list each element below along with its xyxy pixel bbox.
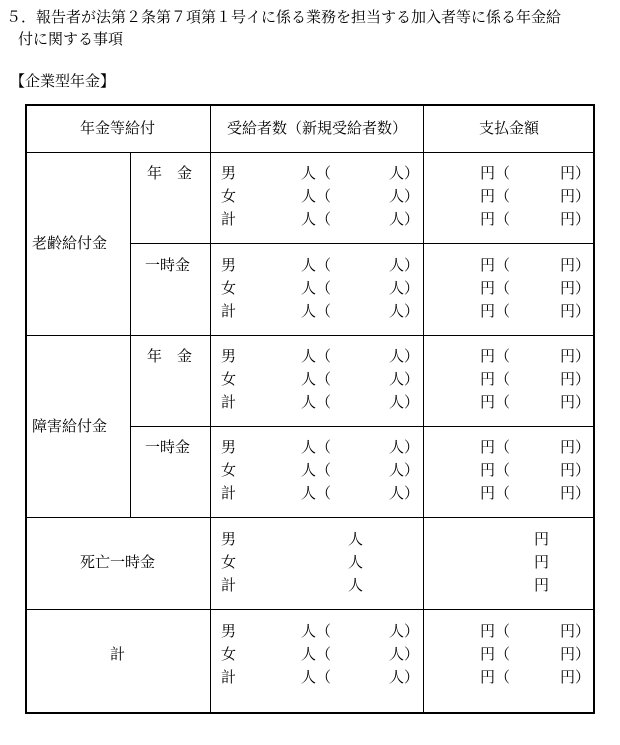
shougai-ichijikin-count-close: 人）: [389, 484, 420, 502]
rourei-ichijikin-amount-close: 円）: [560, 279, 591, 297]
table-border-top: [25, 104, 595, 106]
total-amount-close: 円）: [560, 622, 591, 640]
shougai-ichijikin-amount-close: 円）: [560, 484, 591, 502]
rourei-ichijikin-sex-label: 女: [221, 279, 237, 297]
header-payment-amount: 支払金額: [478, 119, 539, 137]
rourei-ichijikin-amount-close: 円）: [560, 256, 591, 274]
total-count-close: 人）: [389, 645, 420, 663]
total-amount-close: 円）: [560, 668, 591, 686]
rourei-nenkin-count-open: 人（: [301, 210, 332, 228]
rourei-ichijikin-count-open: 人（: [301, 256, 332, 274]
row-divider-rourei: [25, 335, 595, 336]
rourei-ichijikin-amount-open: 円（: [480, 256, 511, 274]
label-shougai-nenkin: 年 金: [147, 347, 193, 365]
table-border-right: [593, 104, 595, 714]
heading-line-2: 付に関する事項: [18, 30, 124, 48]
shougai-nenkin-count-close: 人）: [389, 370, 420, 388]
shougai-nenkin-amount-close: 円）: [560, 370, 591, 388]
rourei-nenkin-count-open: 人（: [301, 187, 332, 205]
rourei-nenkin-amount-close: 円）: [560, 210, 591, 228]
shougai-ichijikin-sex-label: 男: [221, 438, 237, 456]
total-amount-close: 円）: [560, 645, 591, 663]
shougai-ichijikin-count-close: 人）: [389, 461, 420, 479]
shougai-ichijikin-sex-label: 計: [221, 484, 237, 502]
row-divider-shougai: [25, 517, 595, 518]
shougai-nenkin-amount-open: 円（: [480, 347, 511, 365]
shougai-nenkin-count-close: 人）: [389, 347, 420, 365]
rourei-nenkin-amount-open: 円（: [480, 187, 511, 205]
shougai-nenkin-count-open: 人（: [301, 347, 332, 365]
shougai-ichijikin-count-open: 人（: [301, 484, 332, 502]
shibou-count-unit: 人: [348, 576, 364, 594]
table-border-left: [25, 104, 27, 714]
shibou-count-unit: 人: [348, 530, 364, 548]
shougai-ichijikin-amount-open: 円（: [480, 438, 511, 456]
rourei-ichijikin-amount-open: 円（: [480, 279, 511, 297]
header-benefit-type: 年金等給付: [79, 119, 155, 137]
shougai-ichijikin-count-close: 人）: [389, 438, 420, 456]
rourei-ichijikin-sex-label: 計: [221, 302, 237, 320]
total-sex-label: 女: [221, 645, 237, 663]
section-heading: [6, 6, 612, 50]
total-sex-label: 男: [221, 622, 237, 640]
shougai-nenkin-count-open: 人（: [301, 393, 332, 411]
shougai-nenkin-amount-close: 円）: [560, 347, 591, 365]
shibou-amount-unit: 円: [534, 553, 550, 571]
total-amount-open: 円（: [480, 668, 511, 686]
label-rourei-nenkin: 年 金: [147, 164, 193, 182]
label-rourei-ichijikin: 一時金: [145, 256, 191, 274]
row-divider-header: [25, 152, 595, 153]
shibou-sex-label: 女: [221, 553, 237, 571]
rourei-ichijikin-amount-close: 円）: [560, 302, 591, 320]
rourei-nenkin-sex-label: 女: [221, 187, 237, 205]
label-shibou: 死亡一時金: [79, 553, 155, 571]
shougai-ichijikin-amount-close: 円）: [560, 438, 591, 456]
total-count-close: 人）: [389, 668, 420, 686]
total-count-open: 人（: [301, 645, 332, 663]
rourei-nenkin-amount-close: 円）: [560, 187, 591, 205]
rourei-nenkin-amount-close: 円）: [560, 164, 591, 182]
heading-line-1: ５．報告者が法第２条第７項第１号イに係る業務を担当する加入者等に係る年金給: [6, 8, 562, 26]
total-count-open: 人（: [301, 622, 332, 640]
shougai-nenkin-sex-label: 女: [221, 370, 237, 388]
row-divider-rourei-mid: [130, 243, 595, 244]
shougai-ichijikin-sex-label: 女: [221, 461, 237, 479]
rourei-nenkin-sex-label: 計: [221, 210, 237, 228]
rourei-nenkin-amount-open: 円（: [480, 164, 511, 182]
shougai-nenkin-count-open: 人（: [301, 370, 332, 388]
total-count-open: 人（: [301, 668, 332, 686]
total-count-close: 人）: [389, 622, 420, 640]
shougai-nenkin-amount-open: 円（: [480, 370, 511, 388]
shibou-amount-unit: 円: [534, 530, 550, 548]
label-shougai-ichijikin: 一時金: [145, 438, 191, 456]
row-divider-shougai-mid: [130, 426, 595, 427]
shougai-nenkin-sex-label: 計: [221, 393, 237, 411]
label-total: 計: [109, 645, 125, 663]
shougai-ichijikin-amount-close: 円）: [560, 461, 591, 479]
rourei-nenkin-count-close: 人）: [389, 187, 420, 205]
rourei-ichijikin-sex-label: 男: [221, 256, 237, 274]
col-divider-1: [210, 104, 211, 714]
rourei-nenkin-count-open: 人（: [301, 164, 332, 182]
shougai-nenkin-count-close: 人）: [389, 393, 420, 411]
total-amount-open: 円（: [480, 645, 511, 663]
shibou-amount-unit: 円: [534, 576, 550, 594]
shougai-nenkin-amount-open: 円（: [480, 393, 511, 411]
total-sex-label: 計: [221, 668, 237, 686]
rourei-ichijikin-amount-open: 円（: [480, 302, 511, 320]
table-border-bottom: [25, 712, 595, 714]
shibou-count-unit: 人: [348, 553, 364, 571]
col-divider-2: [423, 104, 424, 714]
label-rourei: 老齢給付金: [32, 234, 108, 252]
shougai-ichijikin-count-open: 人（: [301, 438, 332, 456]
shougai-ichijikin-count-open: 人（: [301, 461, 332, 479]
rourei-ichijikin-count-close: 人）: [389, 279, 420, 297]
rourei-nenkin-count-close: 人）: [389, 164, 420, 182]
rourei-ichijikin-count-open: 人（: [301, 279, 332, 297]
rourei-nenkin-amount-open: 円（: [480, 210, 511, 228]
header-recipient-count: 受給者数（新規受給者数）: [226, 119, 407, 137]
shougai-nenkin-sex-label: 男: [221, 347, 237, 365]
rourei-nenkin-count-close: 人）: [389, 210, 420, 228]
shougai-ichijikin-amount-open: 円（: [480, 461, 511, 479]
total-amount-open: 円（: [480, 622, 511, 640]
shougai-nenkin-amount-close: 円）: [560, 393, 591, 411]
row-divider-shibou: [25, 609, 595, 610]
label-shougai: 障害給付金: [32, 417, 108, 435]
rourei-ichijikin-count-close: 人）: [389, 302, 420, 320]
shougai-ichijikin-amount-open: 円（: [480, 484, 511, 502]
rourei-ichijikin-count-open: 人（: [301, 302, 332, 320]
shibou-sex-label: 計: [221, 576, 237, 594]
rourei-nenkin-sex-label: 男: [221, 164, 237, 182]
subheading: 【企業型年金】: [10, 72, 116, 90]
shibou-sex-label: 男: [221, 530, 237, 548]
benefit-table: [25, 104, 595, 714]
rourei-ichijikin-count-close: 人）: [389, 256, 420, 274]
